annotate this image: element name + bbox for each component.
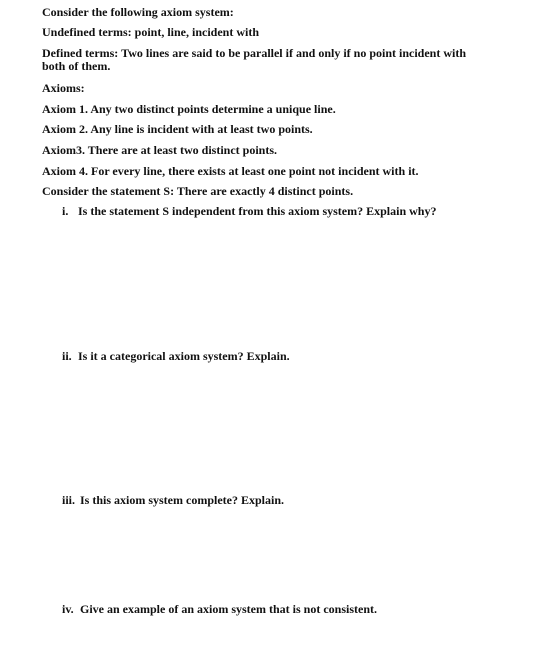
axiom-2: Axiom 2. Any line is incident with at least two points. <box>42 122 313 136</box>
question-number: ii. <box>62 349 72 363</box>
question-text: Give an example of an axiom system that is not consistent. <box>80 602 377 616</box>
defined-terms-paragraph: Defined terms: Two lines are said to be parallel if and only if no point incident with both of them. <box>42 46 467 73</box>
axiom-3: Axiom3. There are at least two distinct points. <box>42 143 277 157</box>
question-iii <box>62 494 284 507</box>
statement-s: Consider the statement S: There are exactly 4 distinct points. <box>42 184 354 198</box>
question-text: Is it a categorical axiom system? Explain. <box>78 349 290 363</box>
question-iv <box>62 603 377 616</box>
axiom-4: Axiom 4. For every line, there exists at least one point not incident with it. <box>42 164 419 178</box>
question-number: iv. <box>62 602 74 616</box>
intro-line: Consider the following axiom system: <box>42 5 234 19</box>
axiom-1: Axiom 1. Any two distinct points determine a unique line. <box>42 102 336 116</box>
undefined-terms-line: Undefined terms: point, line, incident with <box>42 25 260 39</box>
question-text: Is the statement S independent from this axiom system? Explain why? <box>78 204 437 218</box>
question-text: Is this axiom system complete? Explain. <box>80 493 284 507</box>
question-i <box>62 205 436 218</box>
question-ii <box>62 350 290 363</box>
question-number: iii. <box>62 493 76 507</box>
question-number: i. <box>62 204 69 218</box>
axioms-heading: Axioms: <box>42 81 85 95</box>
